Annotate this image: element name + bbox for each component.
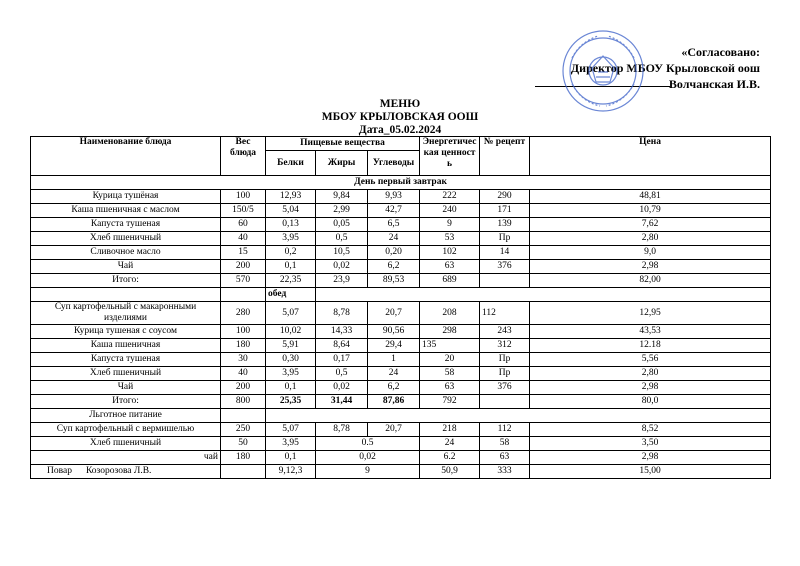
cell-dish-name: Суп картофельный с макаронными изделиями [31,302,221,325]
cell-energy: 240 [420,204,480,218]
cell-recipe: Пр [480,367,530,381]
table-row [31,274,771,288]
cell-recipe: 243 [480,325,530,339]
menu-title-block [230,98,570,137]
cell-price: 10,79 [530,204,771,218]
cell-energy: 298 [420,325,480,339]
section-breakfast: День первый завтрак [31,176,771,190]
cell-weight: 40 [221,232,266,246]
table-row [31,367,771,381]
header-nutrients: Пищевые вещества [266,137,420,151]
cell-price: 2,80 [530,232,771,246]
cell-weight: 200 [221,381,266,395]
cell-carbs: 20,7 [368,302,420,325]
menu-date: Дата_05.02.2024 [358,124,442,136]
cell-recipe: 112 [480,302,530,325]
cell-energy: 102 [420,246,480,260]
cell-fats: 8,78 [316,423,368,437]
cell-carbs: 0,20 [368,246,420,260]
cell-energy: 218 [420,423,480,437]
table-row [31,260,771,274]
cell-weight: 250 [221,423,266,437]
cell-carbs: 29,4 [368,339,420,353]
cell-price: 5,56 [530,353,771,367]
cell-fats: 0,05 [316,218,368,232]
cell-weight: 100 [221,325,266,339]
cell-carbs: 42,7 [368,204,420,218]
cell-weight: 50 [221,437,266,451]
cell-weight: 800 [221,395,266,409]
cell-energy: 689 [420,274,480,288]
cell-carbs: 20,7 [368,423,420,437]
cell-energy: 135 [420,339,480,353]
cell-weight: 100 [221,190,266,204]
cell-weight: 60 [221,218,266,232]
section-row-benefit [31,409,771,423]
cell-carbs: 89,53 [368,274,420,288]
header-price: Цена [530,137,771,176]
cell-weight: 40 [221,367,266,381]
cell-energy: 20 [420,353,480,367]
cell-fats: 0.5 [316,437,420,451]
cell-proteins: 3,95 [266,437,316,451]
cook-price: 15,00 [530,465,771,479]
cell-recipe [480,395,530,409]
cell-energy: 63 [420,260,480,274]
seal-stamp [560,28,646,114]
cell-fats: 23,9 [316,274,368,288]
cell-fats: 10,5 [316,246,368,260]
cook-fats: 9 [316,465,420,479]
cell-energy: 9 [420,218,480,232]
cell-carbs: 24 [368,232,420,246]
cell-dish-name: Хлеб пшеничный [31,367,221,381]
table-row [31,232,771,246]
cell-price: 3,50 [530,437,771,451]
table-row [31,381,771,395]
cell-proteins: 0,1 [266,451,316,465]
cell-price: 2,98 [530,260,771,274]
cell-proteins: 22,35 [266,274,316,288]
cell-dish-name: Сливочное масло [31,246,221,260]
cell-dish-name: Итого: [31,395,221,409]
cell-weight: 200 [221,260,266,274]
section-row-breakfast [31,176,771,190]
approval-line-1: «Согласовано: [681,45,760,59]
cell-dish-name: Чай [31,260,221,274]
cell-recipe: 290 [480,190,530,204]
cell-weight: 15 [221,246,266,260]
cell-carbs: 6,2 [368,260,420,274]
section-row-lunch [31,288,771,302]
cell-dish-name: Хлеб пшеничный [31,437,221,451]
cell-weight: 280 [221,302,266,325]
cell-fats: 14,33 [316,325,368,339]
cook-row [31,465,771,479]
cell-fats: 31,44 [316,395,368,409]
approval-line-2: Директор МБОУ Крыловской оош [570,61,760,75]
cell-dish-name: Хлеб пшеничный [31,232,221,246]
cell-energy: 53 [420,232,480,246]
table-row [31,423,771,437]
cell-fats: 8,64 [316,339,368,353]
cell-proteins: 5,04 [266,204,316,218]
cell-price: 9,0 [530,246,771,260]
cell-fats: 2,99 [316,204,368,218]
cell-carbs: 6,2 [368,381,420,395]
cell-proteins: 10,02 [266,325,316,339]
header-carbs: Углеводы [368,151,420,176]
cell-carbs: 24 [368,367,420,381]
cell-energy: 24 [420,437,480,451]
cell-recipe: Пр [480,353,530,367]
cell-empty [221,288,266,302]
cell-carbs: 90,56 [368,325,420,339]
cell-recipe: 171 [480,204,530,218]
cell-energy: 792 [420,395,480,409]
cell-recipe: 14 [480,246,530,260]
cell-proteins: 0,1 [266,260,316,274]
cell-dish-name: Суп картофельный с вермишелью [31,423,221,437]
menu-table [30,136,771,479]
header-proteins: Белки [266,151,316,176]
cell-dish-name: чай [31,451,221,465]
cell-price: 8,52 [530,423,771,437]
cell-recipe: 112 [480,423,530,437]
cell-energy: 63 [420,381,480,395]
cell-proteins: 3,95 [266,232,316,246]
cell-energy: 58 [420,367,480,381]
cell-proteins: 5,07 [266,423,316,437]
cook-name: Козорозова Л.В. [85,466,152,476]
cell-weight: 150/5 [221,204,266,218]
table-row [31,190,771,204]
cook-recipe: 333 [480,465,530,479]
table-row [31,204,771,218]
cook-label: Повар [47,466,72,476]
cell-price: 82,00 [530,274,771,288]
cell-recipe: Пр [480,232,530,246]
header-energy: Энергетическая ценность [420,137,480,176]
cell-proteins: 12,93 [266,190,316,204]
cell-weight: 180 [221,339,266,353]
cell-empty [316,288,771,302]
cell-energy: 6.2 [420,451,480,465]
cell-dish-name: Каша пшеничная с маслом [31,204,221,218]
header-recipe: № рецепт [480,137,530,176]
cell-price: 12.18 [530,339,771,353]
header-row-1 [31,137,771,151]
table-row [31,302,771,325]
cell-price: 12,95 [530,302,771,325]
cell-dish-name: Капуста тушеная [31,353,221,367]
cook-cell [31,465,221,479]
cell-price: 48,81 [530,190,771,204]
cell-recipe: 376 [480,381,530,395]
table-row [31,339,771,353]
cell-price: 43,53 [530,325,771,339]
cell-fats: 0,02 [316,451,420,465]
cell-recipe [480,274,530,288]
table-row [31,395,771,409]
cell-price: 80,0 [530,395,771,409]
empty [221,465,266,479]
cell-proteins: 0,1 [266,381,316,395]
cell-proteins: 5,07 [266,302,316,325]
cell-proteins: 0,13 [266,218,316,232]
table-row [31,218,771,232]
cell-proteins: 3,95 [266,367,316,381]
cook-nutrients: 9,12,3 [266,465,316,479]
cell-section-benefit: Льготное питание [31,409,221,423]
cell-carbs: 9,93 [368,190,420,204]
cell-recipe: 376 [480,260,530,274]
table-row [31,451,771,465]
cell-fats: 0,5 [316,232,368,246]
cell-price: 2,98 [530,381,771,395]
cell-fats: 0,02 [316,381,368,395]
cell-dish-name: Чай [31,381,221,395]
cell-recipe: 58 [480,437,530,451]
cell-fats: 9,84 [316,190,368,204]
menu-title: МЕНЮ [379,98,421,110]
cell-fats: 8,78 [316,302,368,325]
cell-fats: 0,5 [316,367,368,381]
cell-price: 7,62 [530,218,771,232]
cell-proteins: 0,2 [266,246,316,260]
cell-carbs: 6,5 [368,218,420,232]
cell-fats: 0,02 [316,260,368,274]
cell-recipe: 63 [480,451,530,465]
header-name: Наименование блюда [31,137,221,176]
cell-proteins: 5,91 [266,339,316,353]
cell-recipe: 312 [480,339,530,353]
table-row [31,325,771,339]
header-weight: Вес блюда [221,137,266,176]
cell-weight: 30 [221,353,266,367]
cell-energy: 222 [420,190,480,204]
cell-dish-name: Каша пшеничная [31,339,221,353]
cell-price: 2,98 [530,451,771,465]
cell-section-lunch: обед [266,288,316,302]
cell-dish-name: Итого: [31,274,221,288]
cell-weight: 570 [221,274,266,288]
cell-price: 2,80 [530,367,771,381]
cell-carbs: 87,86 [368,395,420,409]
cell-weight: 180 [221,451,266,465]
cell-proteins: 0,30 [266,353,316,367]
table-row [31,353,771,367]
table-row [31,246,771,260]
cell-recipe: 139 [480,218,530,232]
header-fats: Жиры [316,151,368,176]
cell-dish-name: Курица тушеная с соусом [31,325,221,339]
cell-fats: 0,17 [316,353,368,367]
cell-dish-name: Капуста тушеная [31,218,221,232]
approval-line-3: Волчанская И.В. [668,77,760,91]
cell-empty [221,409,266,423]
cell-dish-name: Курица тушёная [31,190,221,204]
cell-empty [266,409,771,423]
school-name: МБОУ КРЫЛОВСКАЯ ООШ [321,111,479,123]
cell-empty [31,288,221,302]
cell-proteins: 25,35 [266,395,316,409]
table-row [31,437,771,451]
cell-carbs: 1 [368,353,420,367]
cell-energy: 208 [420,302,480,325]
cook-energy: 50,9 [420,465,480,479]
